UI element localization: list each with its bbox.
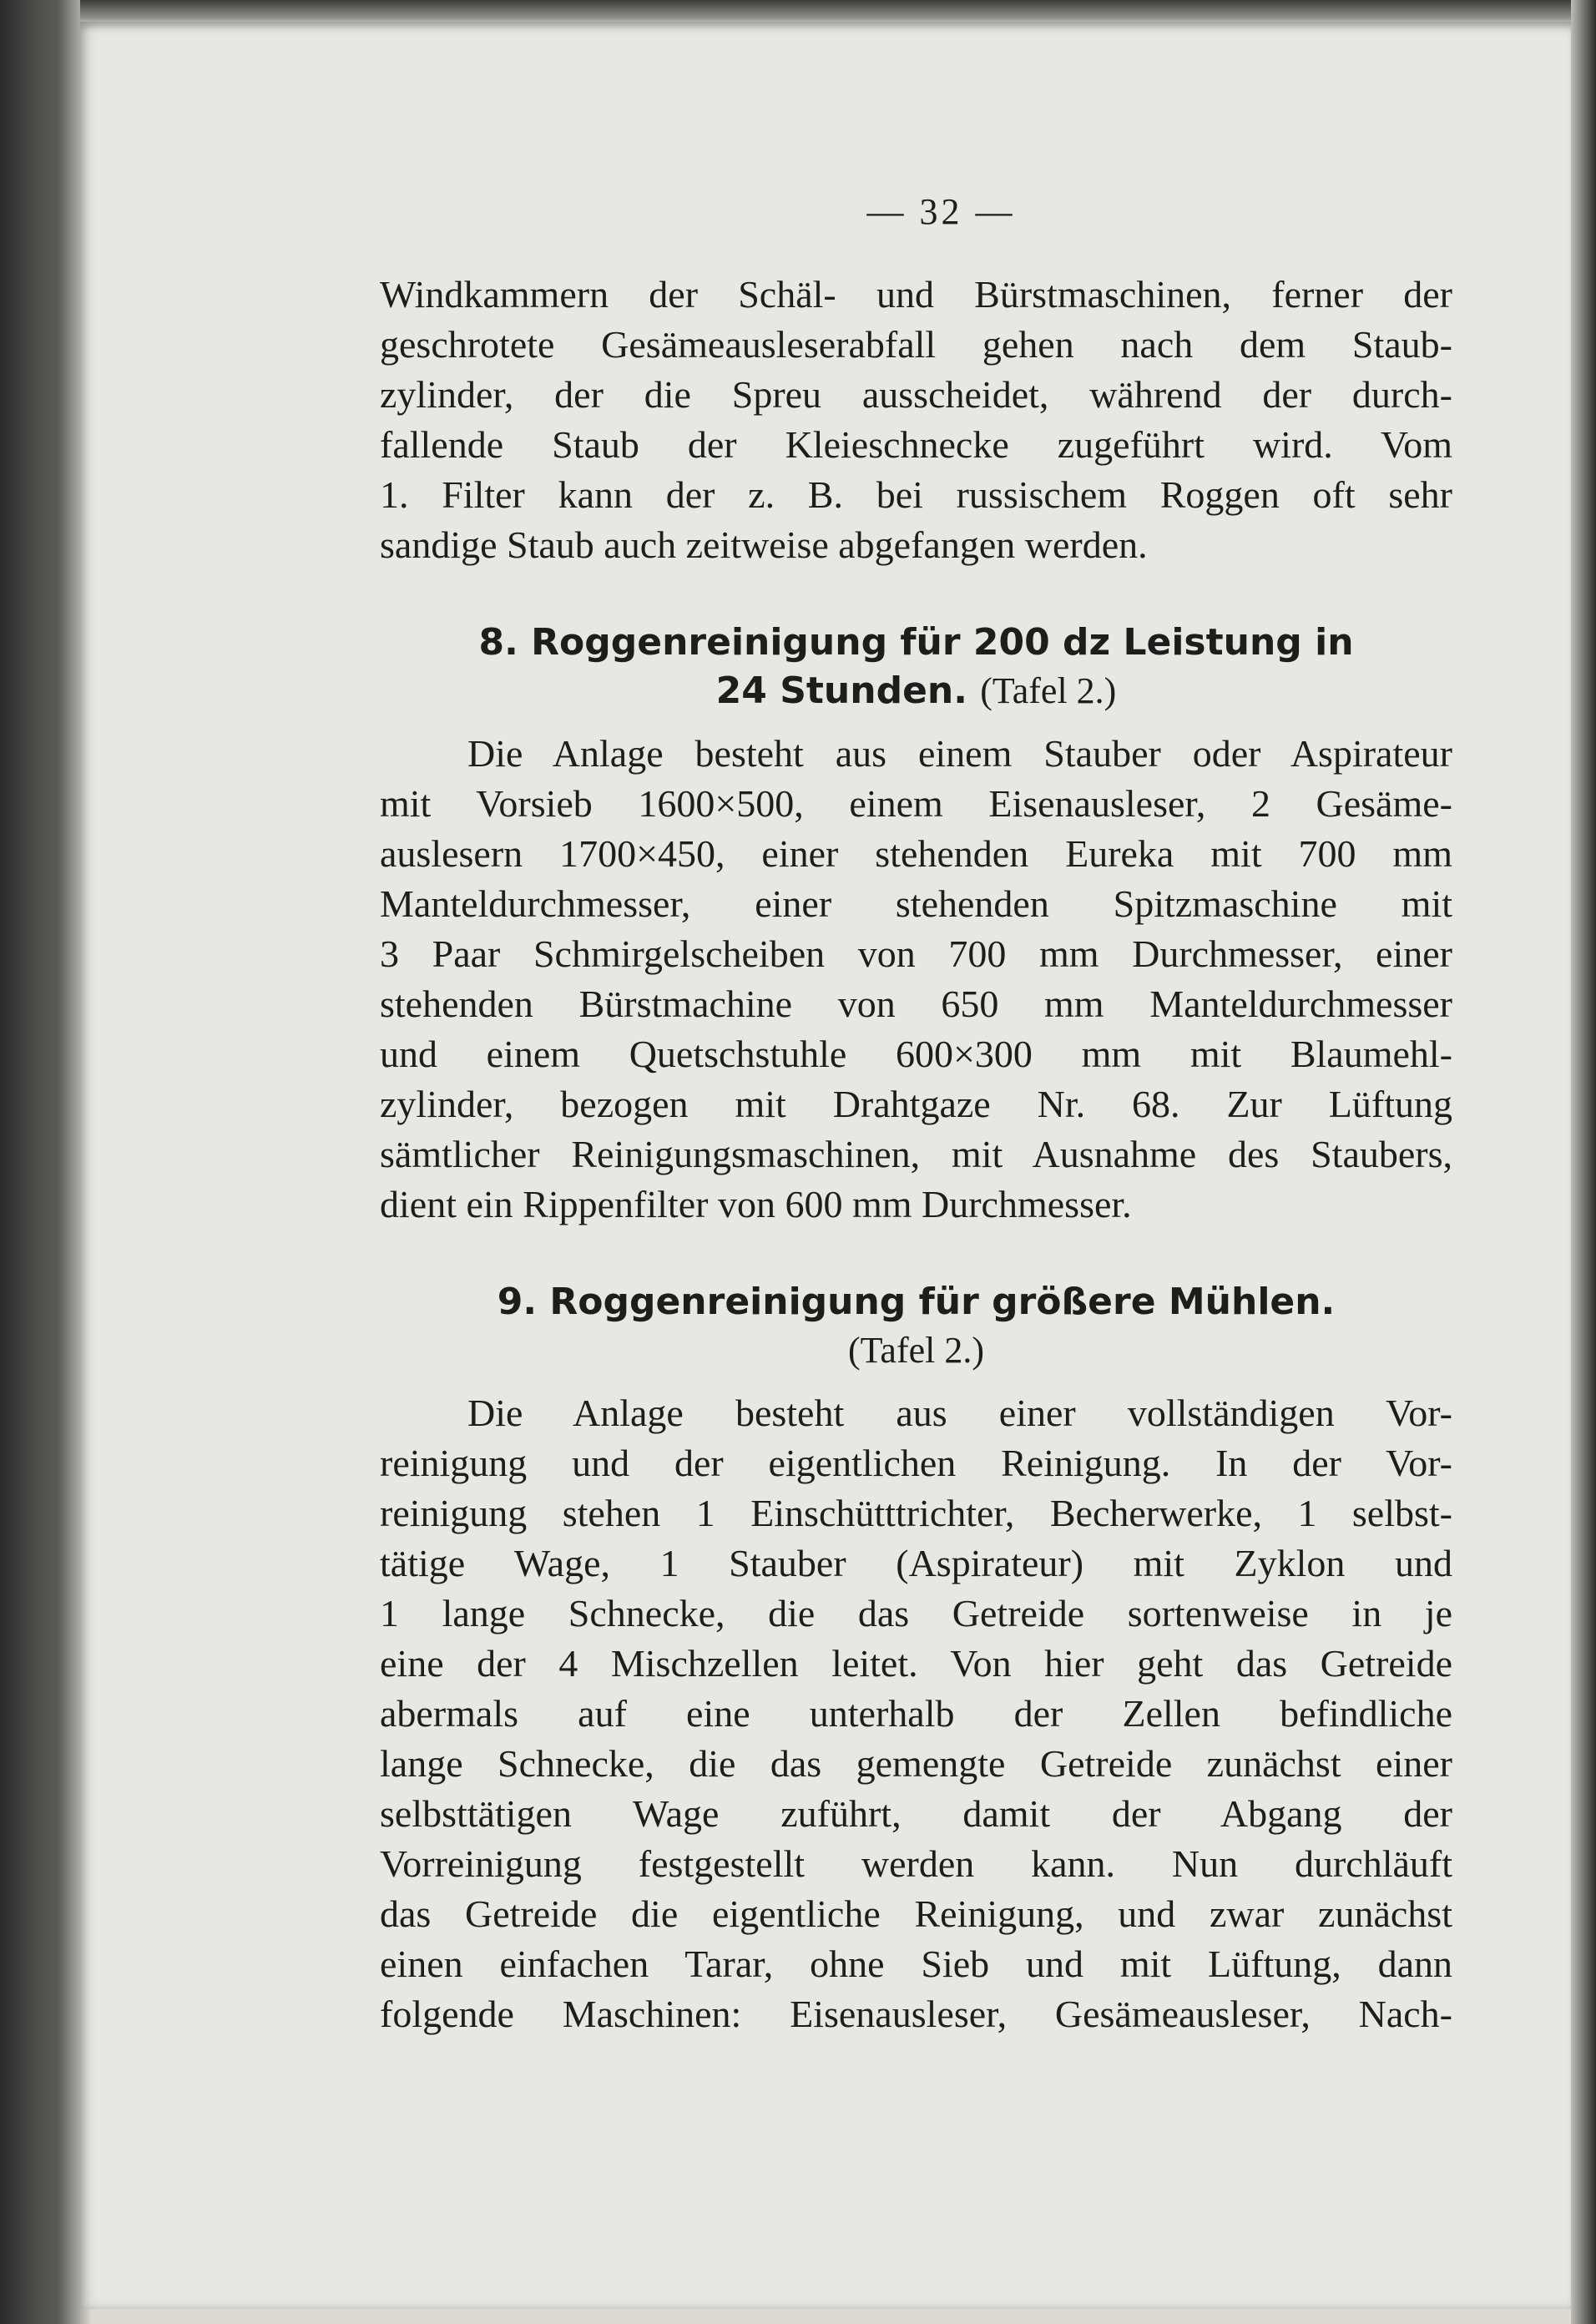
text-line: mit Vorsieb 1600×500, einem Eisenausleser, 2 Gesäme- — [380, 782, 1452, 825]
text-line: Manteldurchmesser, einer stehenden Spitzmaschine mit — [380, 882, 1452, 925]
text-line: 1 lange Schnecke, die das Getreide sortenweise in je — [380, 1592, 1452, 1634]
text-line: tätige Wage, 1 Stauber (Aspirateur) mit Zyklon und — [380, 1542, 1452, 1584]
text-line: sämtlicher Reinigungsmaschinen, mit Ausnahme des Staubers, — [380, 1133, 1452, 1175]
heading-line: 8. Roggenreinigung für 200 dz Leistung in — [478, 621, 1354, 664]
heading-line — [380, 667, 1452, 715]
text-line: eine der 4 Mischzellen leitet. Von hier geht das Getreide — [380, 1642, 1452, 1685]
text-line: und einem Quetschstuhle 600×300 mm mit Blaumehl- — [380, 1033, 1452, 1075]
section-heading-8 — [380, 619, 1452, 715]
text-line: 3 Paar Schmirgelscheiben von 700 mm Durchmesser, einer — [380, 932, 1452, 975]
paragraph-2 — [380, 729, 1452, 1230]
text-line: zylinder, bezogen mit Drahtgaze Nr. 68. Zur Lüftung — [380, 1083, 1452, 1125]
text-line: 1. Filter kann der z. B. bei russischem Roggen oft sehr — [380, 473, 1452, 516]
text-line: Die Anlage besteht aus einer vollständigen Vor- — [467, 1392, 1452, 1434]
text-line: abermals auf eine unterhalb der Zellen befindliche — [380, 1692, 1452, 1735]
paragraph-1 — [380, 270, 1452, 570]
text-line: geschrotete Gesämeausleserabfall gehen nach dem Staub- — [380, 323, 1452, 366]
text-line: lange Schnecke, die das gemengte Getreide zunächst einer — [380, 1742, 1452, 1785]
text-line: Vorreinigung festgestellt werden kann. Nun durchläuft — [380, 1842, 1452, 1885]
text-line: dient ein Rippenfilter von 600 mm Durchmesser. — [380, 1183, 1132, 1225]
text-line: selbsttätigen Wage zuführt, damit der Abgang der — [380, 1792, 1452, 1835]
text-line: einen einfachen Tarar, ohne Sieb und mit Lüftung, dann — [380, 1943, 1452, 1985]
text-line: reinigung und der eigentlichen Reinigung. In der Vor- — [380, 1442, 1452, 1484]
text-line: folgende Maschinen: Eisenausleser, Gesämeausleser, Nach- — [380, 1993, 1452, 2035]
text-line: stehenden Bürstmachine von 650 mm Manteldurchmesser — [380, 983, 1452, 1025]
tafel-reference: (Tafel 2.) — [980, 670, 1117, 711]
text-line: reinigung stehen 1 Einschütttrichter, Becherwerke, 1 selbst- — [380, 1492, 1452, 1534]
text-line: zylinder, der die Spreu ausscheidet, während der durch- — [380, 373, 1452, 416]
paragraph-3 — [380, 1388, 1452, 2039]
page-text — [380, 190, 1452, 2039]
text-line: sandige Staub auch zeitweise abgefangen werden. — [380, 523, 1148, 566]
text-line: das Getreide die eigentliche Reinigung, und zwar zunächst — [380, 1892, 1452, 1935]
tafel-reference: (Tafel 2.) — [847, 1330, 985, 1371]
page-right-edge — [1571, 0, 1596, 2324]
section-heading-9 — [380, 1278, 1452, 1375]
heading-line: 9. Roggenreinigung für größere Mühlen. — [497, 1281, 1336, 1323]
page-number: — 32 — — [866, 191, 1016, 232]
text-line: fallende Staub der Kleieschnecke zugeführt wird. Vom — [380, 423, 1452, 466]
heading-line-part: 24 Stunden. — [715, 669, 967, 712]
text-line: Die Anlage besteht aus einem Stauber oder Aspirateur — [467, 732, 1452, 775]
text-line: Windkammern der Schäl- und Bürstmaschinen, ferner der — [380, 273, 1452, 316]
text-line: auslesern 1700×450, einer stehenden Eureka mit 700 mm — [380, 832, 1452, 875]
